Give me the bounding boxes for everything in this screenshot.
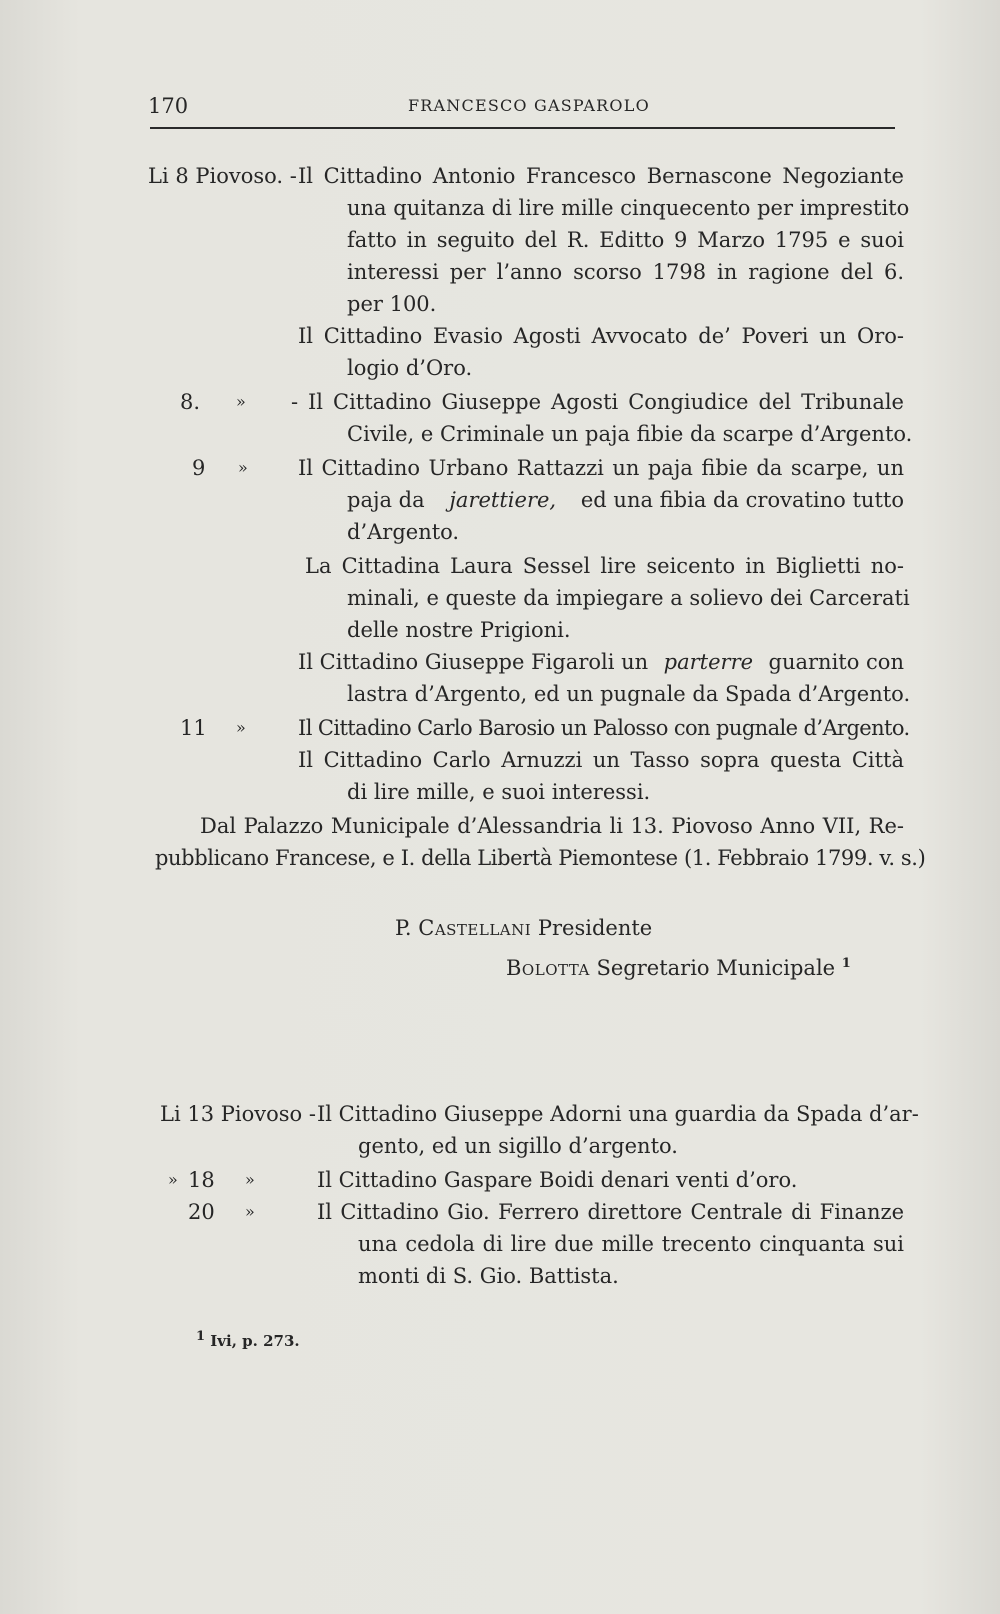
entry-text-line: d’Argento. xyxy=(347,520,460,544)
ditto-mark: » xyxy=(245,1202,255,1221)
footnote xyxy=(196,1329,300,1350)
entry-text-line: Il Cittadino Giuseppe Adorni una guardia da Spada d’ar- xyxy=(317,1102,919,1126)
entry-text-line: Civile, e Criminale un paja fibie da scarpe d’Argento. xyxy=(347,422,913,446)
italic-term: parterre xyxy=(663,650,754,674)
entry-text-line: per 100. xyxy=(347,292,437,316)
ditto-mark: » xyxy=(168,1170,178,1189)
entry-text-line: logio d’Oro. xyxy=(347,356,473,380)
entry-date: 9 xyxy=(192,456,206,480)
entry-text-line: fatto in seguito del R. Editto 9 Marzo 1795 e suoi xyxy=(347,228,904,252)
running-title: FRANCESCO GASPAROLO xyxy=(408,96,650,115)
entry-date: 11 xyxy=(180,716,207,740)
entry-text-line: Il Cittadino Gio. Ferrero direttore Centrale di Finanze xyxy=(317,1200,904,1224)
ditto-mark: » xyxy=(245,1170,255,1189)
secretary-name: Bolotta xyxy=(506,956,590,980)
president-signature xyxy=(395,914,652,942)
text-fragment: paja da xyxy=(347,488,425,512)
entry-text-line: Il Cittadino Evasio Agosti Avvocato de’ Poveri un Oro- xyxy=(298,324,904,348)
secretary-signature xyxy=(506,954,851,982)
entry-text-line xyxy=(298,648,904,676)
ditto-mark: » xyxy=(238,458,248,477)
entry-text-line: Il Cittadino Carlo Arnuzzi un Tasso sopra questa Città xyxy=(298,748,904,772)
text-fragment: ed una fibia da crovatino tutto xyxy=(580,488,904,512)
entry-text-line: lastra d’Argento, ed un pugnale da Spada d’Argento. xyxy=(347,682,911,706)
president-title: Presidente xyxy=(537,916,653,940)
text-fragment: guarnito con xyxy=(768,650,904,674)
entry-date: 18 xyxy=(188,1168,215,1192)
italic-term: jarettiere, xyxy=(449,488,557,512)
entry-text-line: una quitanza di lire mille cinquecento per imprestito xyxy=(347,196,910,220)
entry-text-line: interessi per l’anno scorso 1798 in ragione del 6. xyxy=(347,260,904,284)
ditto-mark: » xyxy=(236,718,246,737)
president-name: Castellani xyxy=(418,916,532,940)
secretary-title: Segretario Municipale xyxy=(596,956,836,980)
entry-text-line: La Cittadina Laura Sessel lire seicento in Biglietti no- xyxy=(305,554,904,578)
entry-text-line: di lire mille, e suoi interessi. xyxy=(347,780,651,804)
footnote-number: 1 xyxy=(196,1329,206,1344)
entry-text-line: Il Cittadino Carlo Barosio un Palosso con pugnale d’Argento. xyxy=(298,716,910,740)
entry-date: Li 13 Piovoso - xyxy=(160,1102,316,1126)
entry-text-line: delle nostre Prigioni. xyxy=(347,618,571,642)
closing-line: Dal Palazzo Municipale d’Alessandria li 13. Piovoso Anno VII, Re- xyxy=(200,814,904,838)
ditto-mark: » xyxy=(236,392,246,411)
entry-text-line: Il Cittadino Giuseppe Agosti Congiudice del Tribunale xyxy=(308,390,904,414)
entry-text-line: minali, e queste da impiegare a solievo dei Carcerati xyxy=(347,586,910,610)
entry-date: Li 8 Piovoso. - xyxy=(148,164,297,188)
entry-text-line: Il Cittadino Gaspare Boidi denari venti d’oro. xyxy=(317,1168,798,1192)
footnote-text: Ivi, p. 273. xyxy=(210,1332,300,1350)
header-rule xyxy=(150,127,895,129)
entry-dash: - xyxy=(291,390,299,414)
entry-date: 8. xyxy=(180,390,201,414)
entry-text-line: Il Cittadino Urbano Rattazzi un paja fibie da scarpe, un xyxy=(298,456,904,480)
text-fragment: Il Cittadino Giuseppe Figaroli un xyxy=(298,650,649,674)
page-number: 170 xyxy=(148,94,189,118)
closing-line: pubblicano Francese, e I. della Libertà Piemontese (1. Febbraio 1799. v. s.) xyxy=(155,846,926,870)
entry-text-line: una cedola di lire due mille trecento cinquanta sui xyxy=(358,1232,904,1256)
president-initial: P. xyxy=(395,916,412,940)
entry-text-line: Il Cittadino Antonio Francesco Bernascone Negoziante xyxy=(298,164,904,188)
entry-text-line: monti di S. Gio. Battista. xyxy=(358,1264,619,1288)
entry-text-line xyxy=(347,486,904,514)
entry-text-line: gento, ed un sigillo d’argento. xyxy=(358,1134,678,1158)
footnote-marker: 1 xyxy=(841,956,851,971)
entry-date: 20 xyxy=(188,1200,215,1224)
